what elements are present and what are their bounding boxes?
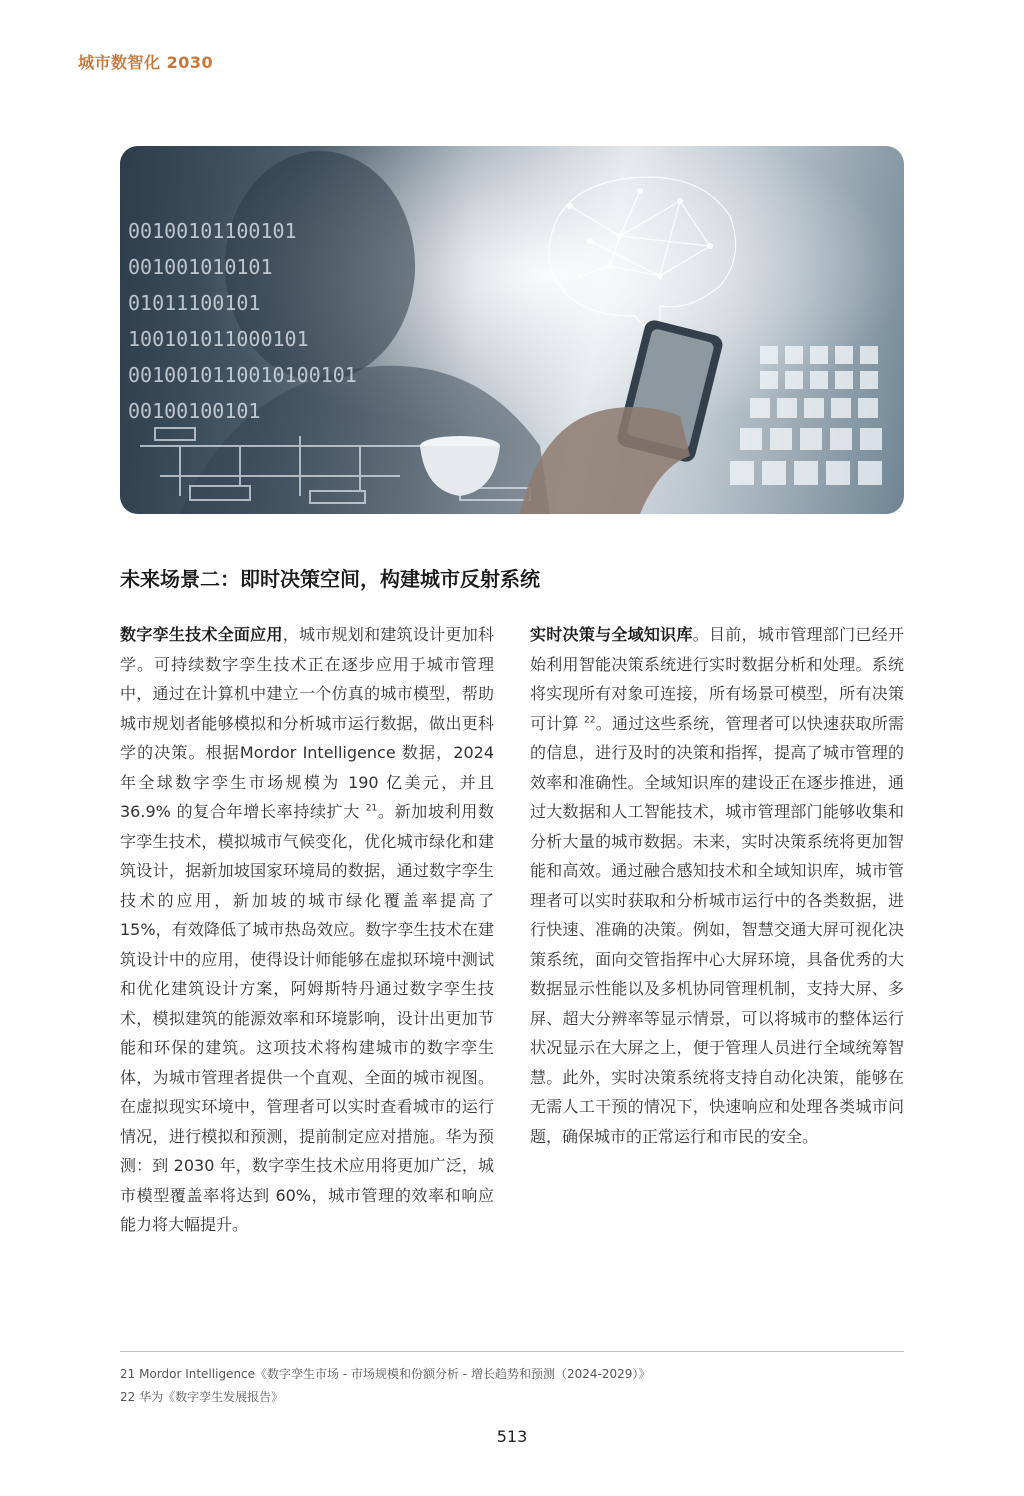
section-title: 未来场景二：即时决策空间，构建城市反射系统 bbox=[120, 567, 540, 591]
right-text-a: 。目前，城市管理部门已经开始利用智能决策系统进行实时数据分析和处理。系统将实现所有对象可连接，所有场景可模型，所有决策可计算 bbox=[530, 625, 904, 733]
binary-line: 01011100101 bbox=[128, 291, 261, 315]
left-column bbox=[120, 620, 494, 1240]
footnote-22: 22 华为《数字孪生发展报告》 bbox=[120, 1390, 284, 1404]
footnote-ref-21: 21 bbox=[365, 803, 378, 814]
binary-line: 00100101100101 bbox=[128, 219, 297, 243]
binary-line: 100101011000101 bbox=[128, 327, 309, 351]
hero-image bbox=[120, 146, 904, 514]
right-text-b: 。通过这些系统，管理者可以快速获取所需的信息，进行及时的决策和指挥，提高了城市管理的效率和准确性。全域知识库的建设正在逐步推进，通过大数据和人工智能技术，城市管理部门能够收集和分析大量的城市数据。未来，实时决策系统将更加智能和高效。通过融合感知技术和全域知识库，城市管理者可以实时获取和分析城市运行中的各类数据，进行快速、准确的决策。例如，智慧交通大屏可视化决策系统，面向交管指挥中心大屏环境，具备优秀的大数据显示性能以及多机协同管理机制，支持大屏、多屏、超大分辨率等显示情景，可以将城市的整体运行状况显示在大屏之上，便于管理人员进行全域统筹智慧。此外，实时决策系统将支持自动化决策，能够在无需人工干预的情况下，快速响应和处理各类城市问题，确保城市的正常运行和市民的安全。 bbox=[530, 713, 904, 1146]
binary-line: 00100100101 bbox=[128, 399, 261, 423]
left-text-b: 。新加坡利用数字孪生技术，模拟城市气候变化，优化城市绿化和建筑设计，据新加坡国家环境局的数据，通过数字孪生技术的应用，新加坡的城市绿化覆盖率提高了 15%，有效降低了城市热岛效应。数字孪生技术在建筑设计中的应用，使得设计师能够在虚拟环境中测试和优化建筑设计方案，阿姆斯特丹通过数字孪生技术，模拟建筑的能源效率和环境影响，设计出更加节能和环保的建筑。这项技术将构建城市的数字孪生体，为城市管理者提供一个直观、全面的城市视图。在虚拟现实环境中，管理者可以实时查看城市的运行情况，进行模拟和预测，提前制定应对措施。华为预测：到 2030 年，数字孪生技术应用将更加广泛，城市模型覆盖率将达到 60%，城市管理的效率和响应能力将大幅提升。 bbox=[120, 802, 494, 1234]
left-lead: 数字孪生技术全面应用 bbox=[120, 625, 283, 644]
page-number: 513 bbox=[496, 1427, 528, 1446]
footnote-ref-22: 22 bbox=[584, 715, 596, 726]
binary-line: 0010010110010100101 bbox=[128, 363, 357, 387]
footnote-divider bbox=[120, 1351, 904, 1352]
binary-line: 001001010101 bbox=[128, 255, 273, 279]
footnote-21: 21 Mordor Intelligence《数字孪生市场 - 市场规模和份额分析 - 增长趋势和预测（2024-2029）》 bbox=[120, 1367, 651, 1381]
right-lead: 实时决策与全域知识库 bbox=[530, 625, 693, 644]
running-header: 城市数智化 2030 bbox=[78, 53, 214, 72]
right-column bbox=[530, 620, 904, 1151]
left-text-a: ，城市规划和建筑设计更加科学。可持续数字孪生技术正在逐步应用于城市管理中，通过在计算机中建立一个仿真的城市模型，帮助城市规划者能够模拟和分析城市运行数据，做出更科学的决策。根据Mordor Intelligence 数据，2024 年全球数字孪生市场规模为 190 亿美元，并且 36.9% 的复合年增长率持续扩大 bbox=[120, 625, 494, 821]
hero-illustration bbox=[120, 146, 904, 514]
